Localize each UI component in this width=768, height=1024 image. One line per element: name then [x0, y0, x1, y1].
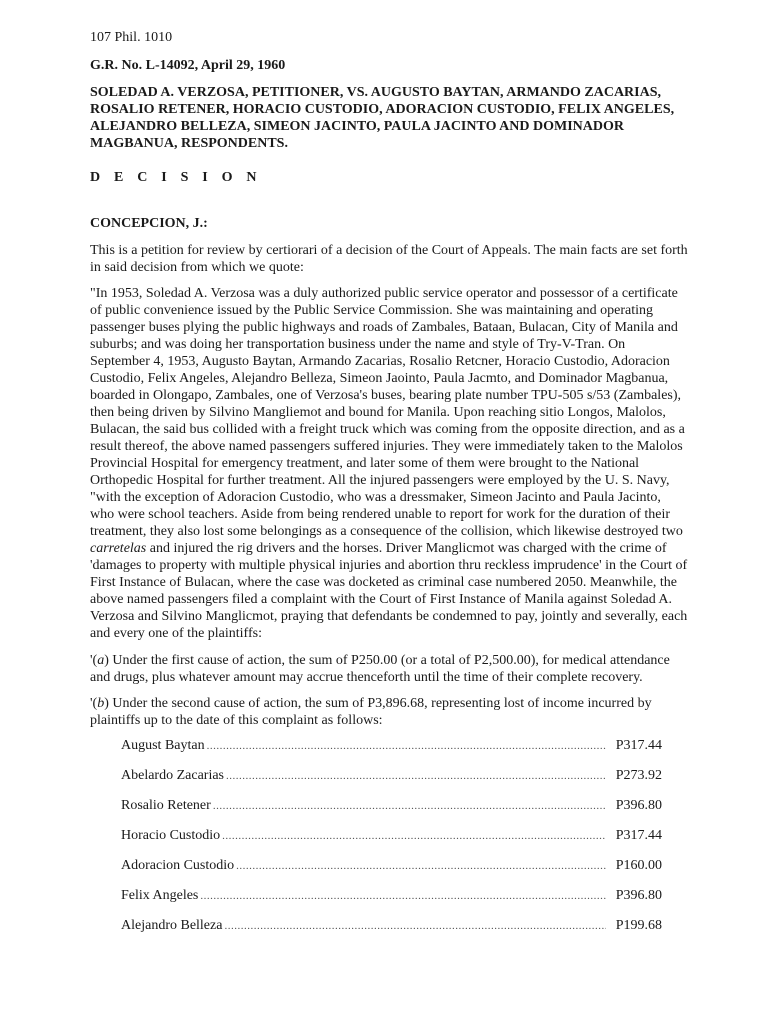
dot-leader [224, 920, 606, 932]
cause-of-action-a [90, 652, 688, 686]
dot-leader [207, 740, 606, 752]
document-body [90, 29, 688, 948]
list-item [121, 828, 662, 858]
quoted-facts-text-end: and injured the rig drivers and the horses. Driver Manglicmot was charged with the crime of 'damages to property with multiple physical injuries and abortion thru reckless imprudence' in the Court of First Instance of Bulacan, where the case was docketed as criminal case numbered 2050. Meanwhile, the above named passengers filed a complaint with the Court of First Instance of Manila against Soledad A. Verzosa and Silvino Manglicmot, praying that defendants be condemned to pay, jointly and severally, each and every one of the plaintiffs: [90, 541, 688, 641]
income-amount: P396.80 [615, 798, 662, 813]
list-item [121, 888, 662, 918]
plaintiff-name: Rosalio Retener [121, 798, 211, 813]
dot-leader [222, 830, 606, 842]
gr-number: G.R. No. L-14092, April 29, 1960 [90, 58, 286, 73]
quoted-facts-italic-term: carretelas [90, 541, 147, 556]
income-amount: P273.92 [615, 768, 662, 783]
income-amount: P317.44 [615, 738, 662, 753]
list-item [121, 738, 662, 768]
item-a-open: '( [90, 653, 98, 668]
list-item [121, 798, 662, 828]
item-b-letter: b [97, 696, 105, 711]
dot-leader [213, 800, 606, 812]
decision-heading: D E C I S I O N [90, 170, 262, 185]
plaintiff-name: Felix Angeles [121, 888, 199, 903]
list-item [121, 858, 662, 888]
dot-leader [200, 890, 606, 902]
item-a-text: ) Under the first cause of action, the sum of P250.00 (or a total of P2,500.00), for medical attendance and drugs, plus whatever amount may accrue thenceforth until the time of their complete recovery. [90, 653, 670, 685]
list-item [121, 918, 662, 948]
income-amount: P199.68 [615, 918, 662, 933]
ponente: CONCEPCION, J.: [90, 216, 208, 231]
plaintiff-name: Horacio Custodio [121, 828, 221, 843]
item-b-open: '( [90, 696, 98, 711]
list-item [121, 768, 662, 798]
quoted-facts-text: "In 1953, Soledad A. Verzosa was a duly authorized public service operator and possessor of a certificate of public convenience issued by the Public Service Commission. She was maintaining and operating passenger buses plying the public highways and roads of Zambales, Bataan, Bulacan, City of Manila and suburbs; and was doing her transportation business under the name and style of Try-V-Tran. On September 4, 1953, Augusto Baytan, Armando Zacarias, Rosalio Retcner, Horacio Custodio, Adoracion Custodio, Felix Angeles, Alejandro Belleza, Simeon Jaointo, Paula Jacmto, and Dominador Magbanua, boarded in Olongapo, Zambales, one of Verzosa's buses, bearing plate number TPU-505 s/53 (Zambales), then being driven by Silvino Mangliemot and bound for Manila. Upon reaching sitio Longos, Malolos, Bulacan, the said bus collided with a freight truck which was coming from the opposite direction, and as a result thereof, the above named passengers suffered injuries. They were immediately taken to the Malolos Provincial Hospital for emergency treatment, and later some of them were brought to the National Orthopedic Hospital for further treatment. All the injured passengers were employed by the U. S. Navy, "with the exception of Adoracion Custodio, who was a dressmaker, Simeon Jacinto and Paula Jacinto, who were school teachers. Aside from being rendered unable to report for work for the duration of their treatment, they also lost some belongings as a consequence of the collision, which likewise destroyed two [90, 286, 685, 539]
income-amount: P396.80 [615, 888, 662, 903]
case-citation: 107 Phil. 1010 [90, 30, 173, 45]
plaintiff-name: Adoracion Custodio [121, 858, 235, 873]
item-b-text: ) Under the second cause of action, the sum of P3,896.68, representing lost of income incurred by plaintiffs up to the date of this complaint as follows: [90, 696, 652, 728]
dot-leader [236, 860, 606, 872]
cause-of-action-b [90, 695, 688, 729]
income-amount: P317.44 [615, 828, 662, 843]
plaintiff-name: Abelardo Zacarias [121, 768, 224, 783]
lost-income-list [90, 738, 662, 948]
quoted-facts-paragraph [90, 285, 688, 642]
dot-leader [226, 770, 606, 782]
item-a-letter: a [97, 653, 105, 668]
plaintiff-name: August Baytan [121, 738, 205, 753]
case-parties: SOLEDAD A. VERZOSA, PETITIONER, VS. AUGUSTO BAYTAN, ARMANDO ZACARIAS, ROSALIO RETENER, HORACIO CUSTODIO, ADORACION CUSTODIO, FELIX ANGELES, ALEJANDRO BELLEZA, SIMEON JACINTO, PAULA JACINTO AND DOMINADOR MAGBANUA, RESPONDENTS. [90, 85, 675, 151]
income-amount: P160.00 [615, 858, 662, 873]
plaintiff-name: Alejandro Belleza [121, 918, 223, 933]
intro-paragraph: This is a petition for review by certiorari of a decision of the Court of Appeals. The main facts are set forth in said decision from which we quote: [90, 243, 688, 275]
